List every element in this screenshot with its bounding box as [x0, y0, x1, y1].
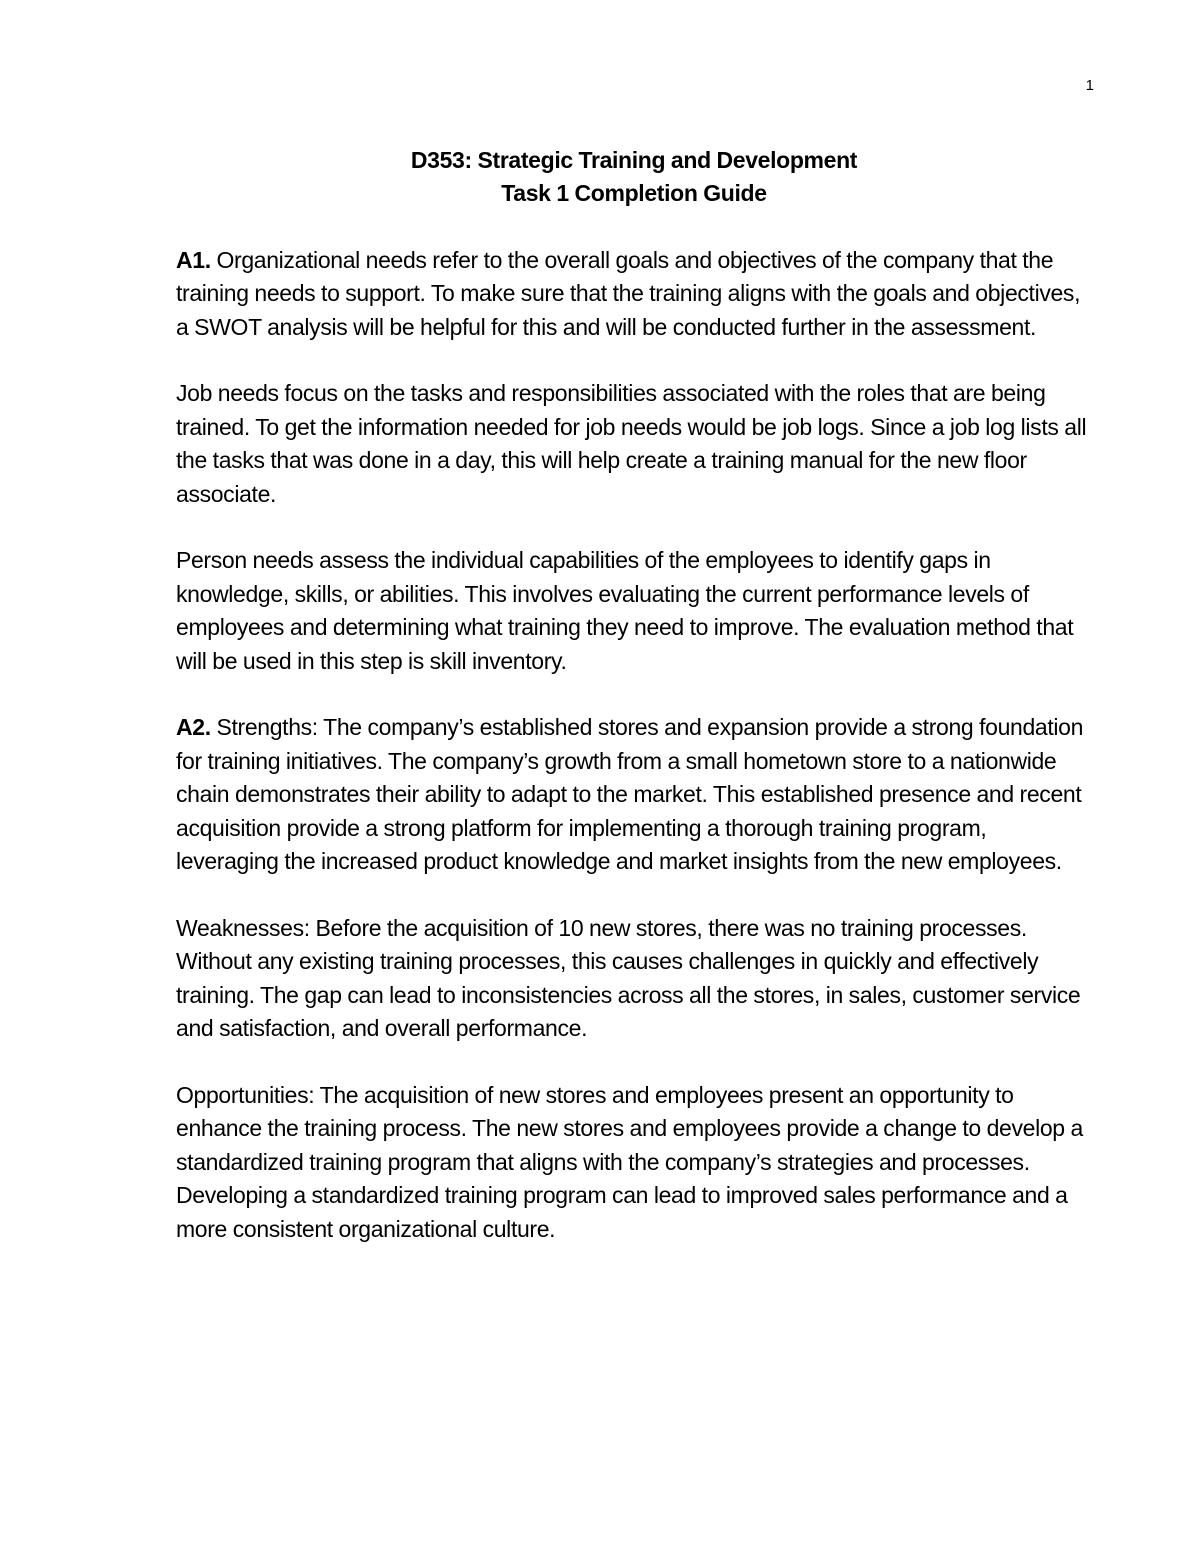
section-label-a1: A1. [176, 246, 211, 273]
paragraph-text: Strengths: The company’s established stores and expansion provide a strong foundation for training initiatives. The company’s growth from a small hometown store to a nationwide chain demonstrates their ability to adapt to the market. This established presence and recent acquisition provide a strong platform for implementing a thorough training program, leveraging the increased product knowledge and market insights from the new employees. [176, 714, 1084, 875]
paragraph-text: Job needs focus on the tasks and responsibilities associated with the roles that are being trained. To get the information needed for job needs would be job logs. Since a job log lists all the tasks that was done in a day, this will help create a training manual for the new floor associate. [176, 380, 1087, 507]
paragraph-a1-organizational-needs [176, 244, 1092, 344]
paragraph-job-needs [176, 377, 1092, 511]
page-number: 1 [1085, 77, 1094, 94]
document-title [176, 144, 1092, 211]
paragraph-person-needs [176, 544, 1092, 678]
paragraph-opportunities [176, 1079, 1092, 1246]
paragraph-text: Weaknesses: Before the acquisition of 10 new stores, there was no training processes. Without any existing training processes, this causes challenges in quickly and effectively training. The gap can lead to inconsistencies across all the stores, in sales, customer service and satisfaction, and overall performance. [176, 914, 1081, 1042]
paragraph-text: Person needs assess the individual capabilities of the employees to identify gaps in knowledge, skills, or abilities. This involves evaluating the current performance levels of employees and determining what training they need to improve. The evaluation method that will be used in this step is skill inventory. [176, 547, 1074, 674]
paragraph-text: Organizational needs refer to the overall goals and objectives of the company that the training needs to support. To make sure that the training aligns with the goals and objectives, a SWOT analysis will be helpful for this and will be conducted further in the assessment. [176, 246, 1081, 340]
title-line-task: Task 1 Completion Guide [501, 180, 767, 207]
paragraph-a2-strengths [176, 711, 1092, 878]
document-body [176, 144, 1092, 1279]
paragraph-weaknesses [176, 912, 1092, 1046]
title-line-course: D353: Strategic Training and Development [410, 147, 858, 173]
section-label-a2: A2. [176, 714, 211, 741]
paragraph-text: Opportunities: The acquisition of new stores and employees present an opportunity to enhance the training process. The new stores and employees provide a change to develop a standardized training program that aligns with the company’s strategies and processes. Developing a standardized training program can lead to improved sales performance and a more consistent organizational culture. [176, 1081, 1083, 1242]
